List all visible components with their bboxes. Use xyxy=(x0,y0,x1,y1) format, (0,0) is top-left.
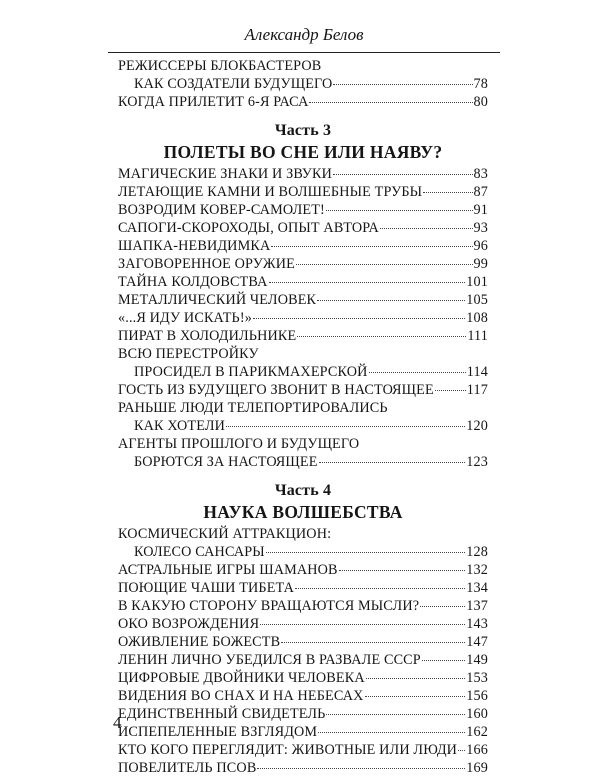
toc-entry xyxy=(118,633,488,651)
dot-leader xyxy=(420,602,465,607)
toc-entry-row xyxy=(118,381,488,399)
toc-entry-page: 80 xyxy=(473,94,488,110)
toc-entry xyxy=(118,687,488,705)
toc-entry-line: КОСМИЧЕСКИЙ АТТРАКЦИОН: xyxy=(118,526,332,542)
toc-entry-row xyxy=(118,237,488,255)
toc-entry-row xyxy=(118,561,488,579)
dot-leader xyxy=(319,458,466,463)
toc-entry xyxy=(118,615,488,633)
toc-entry-row xyxy=(118,309,488,327)
toc-entry-page: 111 xyxy=(467,328,488,344)
toc-entry-page: 108 xyxy=(466,310,488,326)
toc-entry-line: АГЕНТЫ ПРОШЛОГО И БУДУЩЕГО xyxy=(118,436,360,452)
toc-entry xyxy=(118,525,488,561)
toc-entry-page: 96 xyxy=(473,238,488,254)
part-title: ПОЛЕТЫ ВО СНЕ ИЛИ НАЯВУ? xyxy=(163,142,443,162)
dot-leader xyxy=(226,422,465,427)
dot-leader xyxy=(366,674,466,679)
toc-entry xyxy=(118,237,488,255)
toc-entry-row xyxy=(118,759,488,777)
dot-leader xyxy=(380,224,473,229)
toc-entry xyxy=(118,273,488,291)
dot-leader xyxy=(297,332,466,337)
toc-entry-row xyxy=(118,705,488,723)
dot-leader xyxy=(339,566,466,571)
toc-entry xyxy=(118,705,488,723)
dot-leader xyxy=(422,656,465,661)
header-author: Александр Белов xyxy=(244,25,364,44)
toc-entry-row xyxy=(118,633,488,651)
toc-entry-title: КОГДА ПРИЛЕТИТ 6-Я РАСА xyxy=(118,94,309,110)
dot-leader xyxy=(326,206,473,211)
toc-entry xyxy=(118,399,488,435)
toc-entry-row xyxy=(118,615,488,633)
toc-entry-title: АСТРАЛЬНЫЕ ИГРЫ ШАМАНОВ xyxy=(118,562,338,578)
toc-entry-row xyxy=(118,219,488,237)
toc-entry-line: ВСЮ ПЕРЕСТРОЙКУ xyxy=(118,346,259,362)
toc-entry xyxy=(118,561,488,579)
toc-entry-row xyxy=(118,651,488,669)
toc-entry xyxy=(118,93,488,111)
toc-entry xyxy=(118,327,488,345)
toc-entry-title: ЛЕТАЮЩИЕ КАМНИ И ВОЛШЕБНЫЕ ТРУБЫ xyxy=(118,184,423,200)
toc-entry xyxy=(118,345,488,381)
dot-leader xyxy=(318,728,465,733)
dot-leader xyxy=(295,584,465,589)
toc-entry xyxy=(118,219,488,237)
toc-entry xyxy=(118,723,488,741)
toc-entry-title: ШАПКА-НЕВИДИМКА xyxy=(118,238,271,254)
toc-entry-page: 78 xyxy=(473,76,488,92)
toc-entry-row xyxy=(118,75,488,93)
toc-entry-page: 120 xyxy=(466,418,488,434)
dot-leader xyxy=(260,620,465,625)
dot-leader xyxy=(333,170,472,175)
toc-entry-page: 93 xyxy=(473,220,488,236)
toc-entry-row xyxy=(118,723,488,741)
dot-leader xyxy=(458,746,465,751)
dot-leader xyxy=(257,764,465,769)
toc-entry-row xyxy=(118,453,488,471)
toc-entry xyxy=(118,759,488,777)
toc-entry-title: ОЖИВЛЕНИЕ БОЖЕСТВ xyxy=(118,634,281,650)
table-of-contents xyxy=(118,57,488,777)
toc-entry-page: 156 xyxy=(466,688,488,704)
dot-leader xyxy=(269,278,466,283)
toc-entry xyxy=(118,309,488,327)
toc-entry-row xyxy=(118,579,488,597)
toc-entry-row xyxy=(118,543,488,561)
toc-entry-row xyxy=(118,687,488,705)
toc-entry-page: 134 xyxy=(466,580,488,596)
toc-entry xyxy=(118,57,488,93)
toc-entry-title: ЦИФРОВЫЕ ДВОЙНИКИ ЧЕЛОВЕКА xyxy=(118,670,365,686)
toc-entry-title: В КАКУЮ СТОРОНУ ВРАЩАЮТСЯ МЫСЛИ? xyxy=(118,598,420,614)
toc-entry-row xyxy=(118,417,488,435)
dot-leader xyxy=(281,638,465,643)
toc-entry-row xyxy=(118,201,488,219)
toc-entry xyxy=(118,291,488,309)
toc-entry-row xyxy=(118,597,488,615)
toc-entry-page: 143 xyxy=(466,616,488,632)
toc-entry-title: КТО КОГО ПЕРЕГЛЯДИТ: ЖИВОТНЫЕ ИЛИ ЛЮДИ xyxy=(118,742,458,758)
toc-entry-page: 101 xyxy=(466,274,488,290)
toc-entry-line: РАНЬШЕ ЛЮДИ ТЕЛЕПОРТИРОВАЛИСЬ xyxy=(118,400,388,416)
toc-entry-page: 147 xyxy=(466,634,488,650)
toc-entry-row xyxy=(118,273,488,291)
toc-entry-row xyxy=(118,165,488,183)
part-label: Часть 4 xyxy=(274,482,332,499)
toc-entry-row xyxy=(118,669,488,687)
toc-entry-title: САПОГИ-СКОРОХОДЫ, ОПЫТ АВТОРА xyxy=(118,220,379,236)
toc-entry-page: 160 xyxy=(466,706,488,722)
toc-entry-title: ВИДЕНИЯ ВО СНАХ И НА НЕБЕСАХ xyxy=(118,688,364,704)
dot-leader xyxy=(326,710,465,715)
toc-entry-page: 114 xyxy=(466,364,488,380)
toc-entry-row xyxy=(118,363,488,381)
running-header xyxy=(108,18,500,53)
toc-entry xyxy=(118,669,488,687)
dot-leader xyxy=(423,188,472,193)
toc-entry-page: 137 xyxy=(466,598,488,614)
toc-entry-title: ЗАГОВОРЕННОЕ ОРУЖИЕ xyxy=(118,256,295,272)
toc-entry-title: КАК СОЗДАТЕЛИ БУДУЩЕГО xyxy=(134,76,333,92)
toc-entry xyxy=(118,381,488,399)
toc-entry-page: 162 xyxy=(466,724,488,740)
toc-entry-page: 166 xyxy=(466,742,488,758)
toc-entry-row xyxy=(118,291,488,309)
dot-leader xyxy=(253,314,465,319)
toc-entry-title: ОКО ВОЗРОЖДЕНИЯ xyxy=(118,616,260,632)
toc-entry xyxy=(118,183,488,201)
toc-entry-title: ИСПЕПЕЛЕННЫЕ ВЗГЛЯДОМ xyxy=(118,724,318,740)
toc-entry-title: «...Я ИДУ ИСКАТЬ!» xyxy=(118,310,252,326)
dot-leader xyxy=(309,98,472,103)
toc-entry-title: БОРЮТСЯ ЗА НАСТОЯЩЕЕ xyxy=(134,454,318,470)
part-title: НАУКА ВОЛШЕБСТВА xyxy=(203,502,403,522)
toc-entry-page: 123 xyxy=(466,454,488,470)
dot-leader xyxy=(296,260,473,265)
dot-leader xyxy=(333,80,472,85)
toc-entry-title: ВОЗРОДИМ КОВЕР-САМОЛЕТ! xyxy=(118,202,325,218)
toc-entry xyxy=(118,579,488,597)
toc-entry-page: 149 xyxy=(466,652,488,668)
toc-entry-page: 83 xyxy=(473,166,488,182)
part-label: Часть 3 xyxy=(274,122,332,139)
toc-entry xyxy=(118,255,488,273)
toc-entry-title: ЛЕНИН ЛИЧНО УБЕДИЛСЯ В РАЗВАЛЕ СССР xyxy=(118,652,421,668)
toc-entry-page: 153 xyxy=(466,670,488,686)
toc-entry-page: 117 xyxy=(466,382,488,398)
toc-entry-title: ПИРАТ В ХОЛОДИЛЬНИКЕ xyxy=(118,328,297,344)
toc-entry-page: 169 xyxy=(466,760,488,776)
toc-entry-title: КОЛЕСО САНСАРЫ xyxy=(134,544,265,560)
toc-entry-title: ПОВЕЛИТЕЛЬ ПСОВ xyxy=(118,760,257,776)
page-number: 4 xyxy=(113,713,122,732)
dot-leader xyxy=(317,296,465,301)
toc-entry-title: ПОЮЩИЕ ЧАШИ ТИБЕТА xyxy=(118,580,295,596)
toc-entry-page: 105 xyxy=(466,292,488,308)
toc-entry-title: ТАЙНА КОЛДОВСТВА xyxy=(118,274,268,290)
toc-entry xyxy=(118,435,488,471)
toc-entry-page: 128 xyxy=(466,544,488,560)
toc-entry-title: МАГИЧЕСКИЕ ЗНАКИ И ЗВУКИ xyxy=(118,166,333,182)
toc-entry-page: 132 xyxy=(466,562,488,578)
toc-entry-title: КАК ХОТЕЛИ xyxy=(134,418,226,434)
toc-entry-page: 91 xyxy=(473,202,488,218)
toc-entry xyxy=(118,741,488,759)
toc-entry-row xyxy=(118,183,488,201)
toc-entry-row xyxy=(118,741,488,759)
dot-leader xyxy=(369,368,466,373)
toc-entry xyxy=(118,165,488,183)
toc-entry-line: РЕЖИССЕРЫ БЛОКБАСТЕРОВ xyxy=(118,58,322,74)
toc-entry-row xyxy=(118,327,488,345)
toc-entry-title: МЕТАЛЛИЧЕСКИЙ ЧЕЛОВЕК xyxy=(118,292,317,308)
dot-leader xyxy=(435,386,466,391)
dot-leader xyxy=(365,692,466,697)
toc-entry-title: ГОСТЬ ИЗ БУДУЩЕГО ЗВОНИТ В НАСТОЯЩЕЕ xyxy=(118,382,434,398)
toc-entry xyxy=(118,651,488,669)
toc-entry xyxy=(118,597,488,615)
dot-leader xyxy=(266,548,465,553)
toc-entry-row xyxy=(118,255,488,273)
toc-entry-title: ПРОСИДЕЛ В ПАРИКМАХЕРСКОЙ xyxy=(134,364,368,380)
toc-entry xyxy=(118,201,488,219)
toc-entry-page: 99 xyxy=(473,256,488,272)
toc-entry-title: ЕДИНСТВЕННЫЙ СВИДЕТЕЛЬ xyxy=(118,706,326,722)
toc-entry-row xyxy=(118,93,488,111)
dot-leader xyxy=(271,242,472,247)
toc-entry-page: 87 xyxy=(473,184,488,200)
